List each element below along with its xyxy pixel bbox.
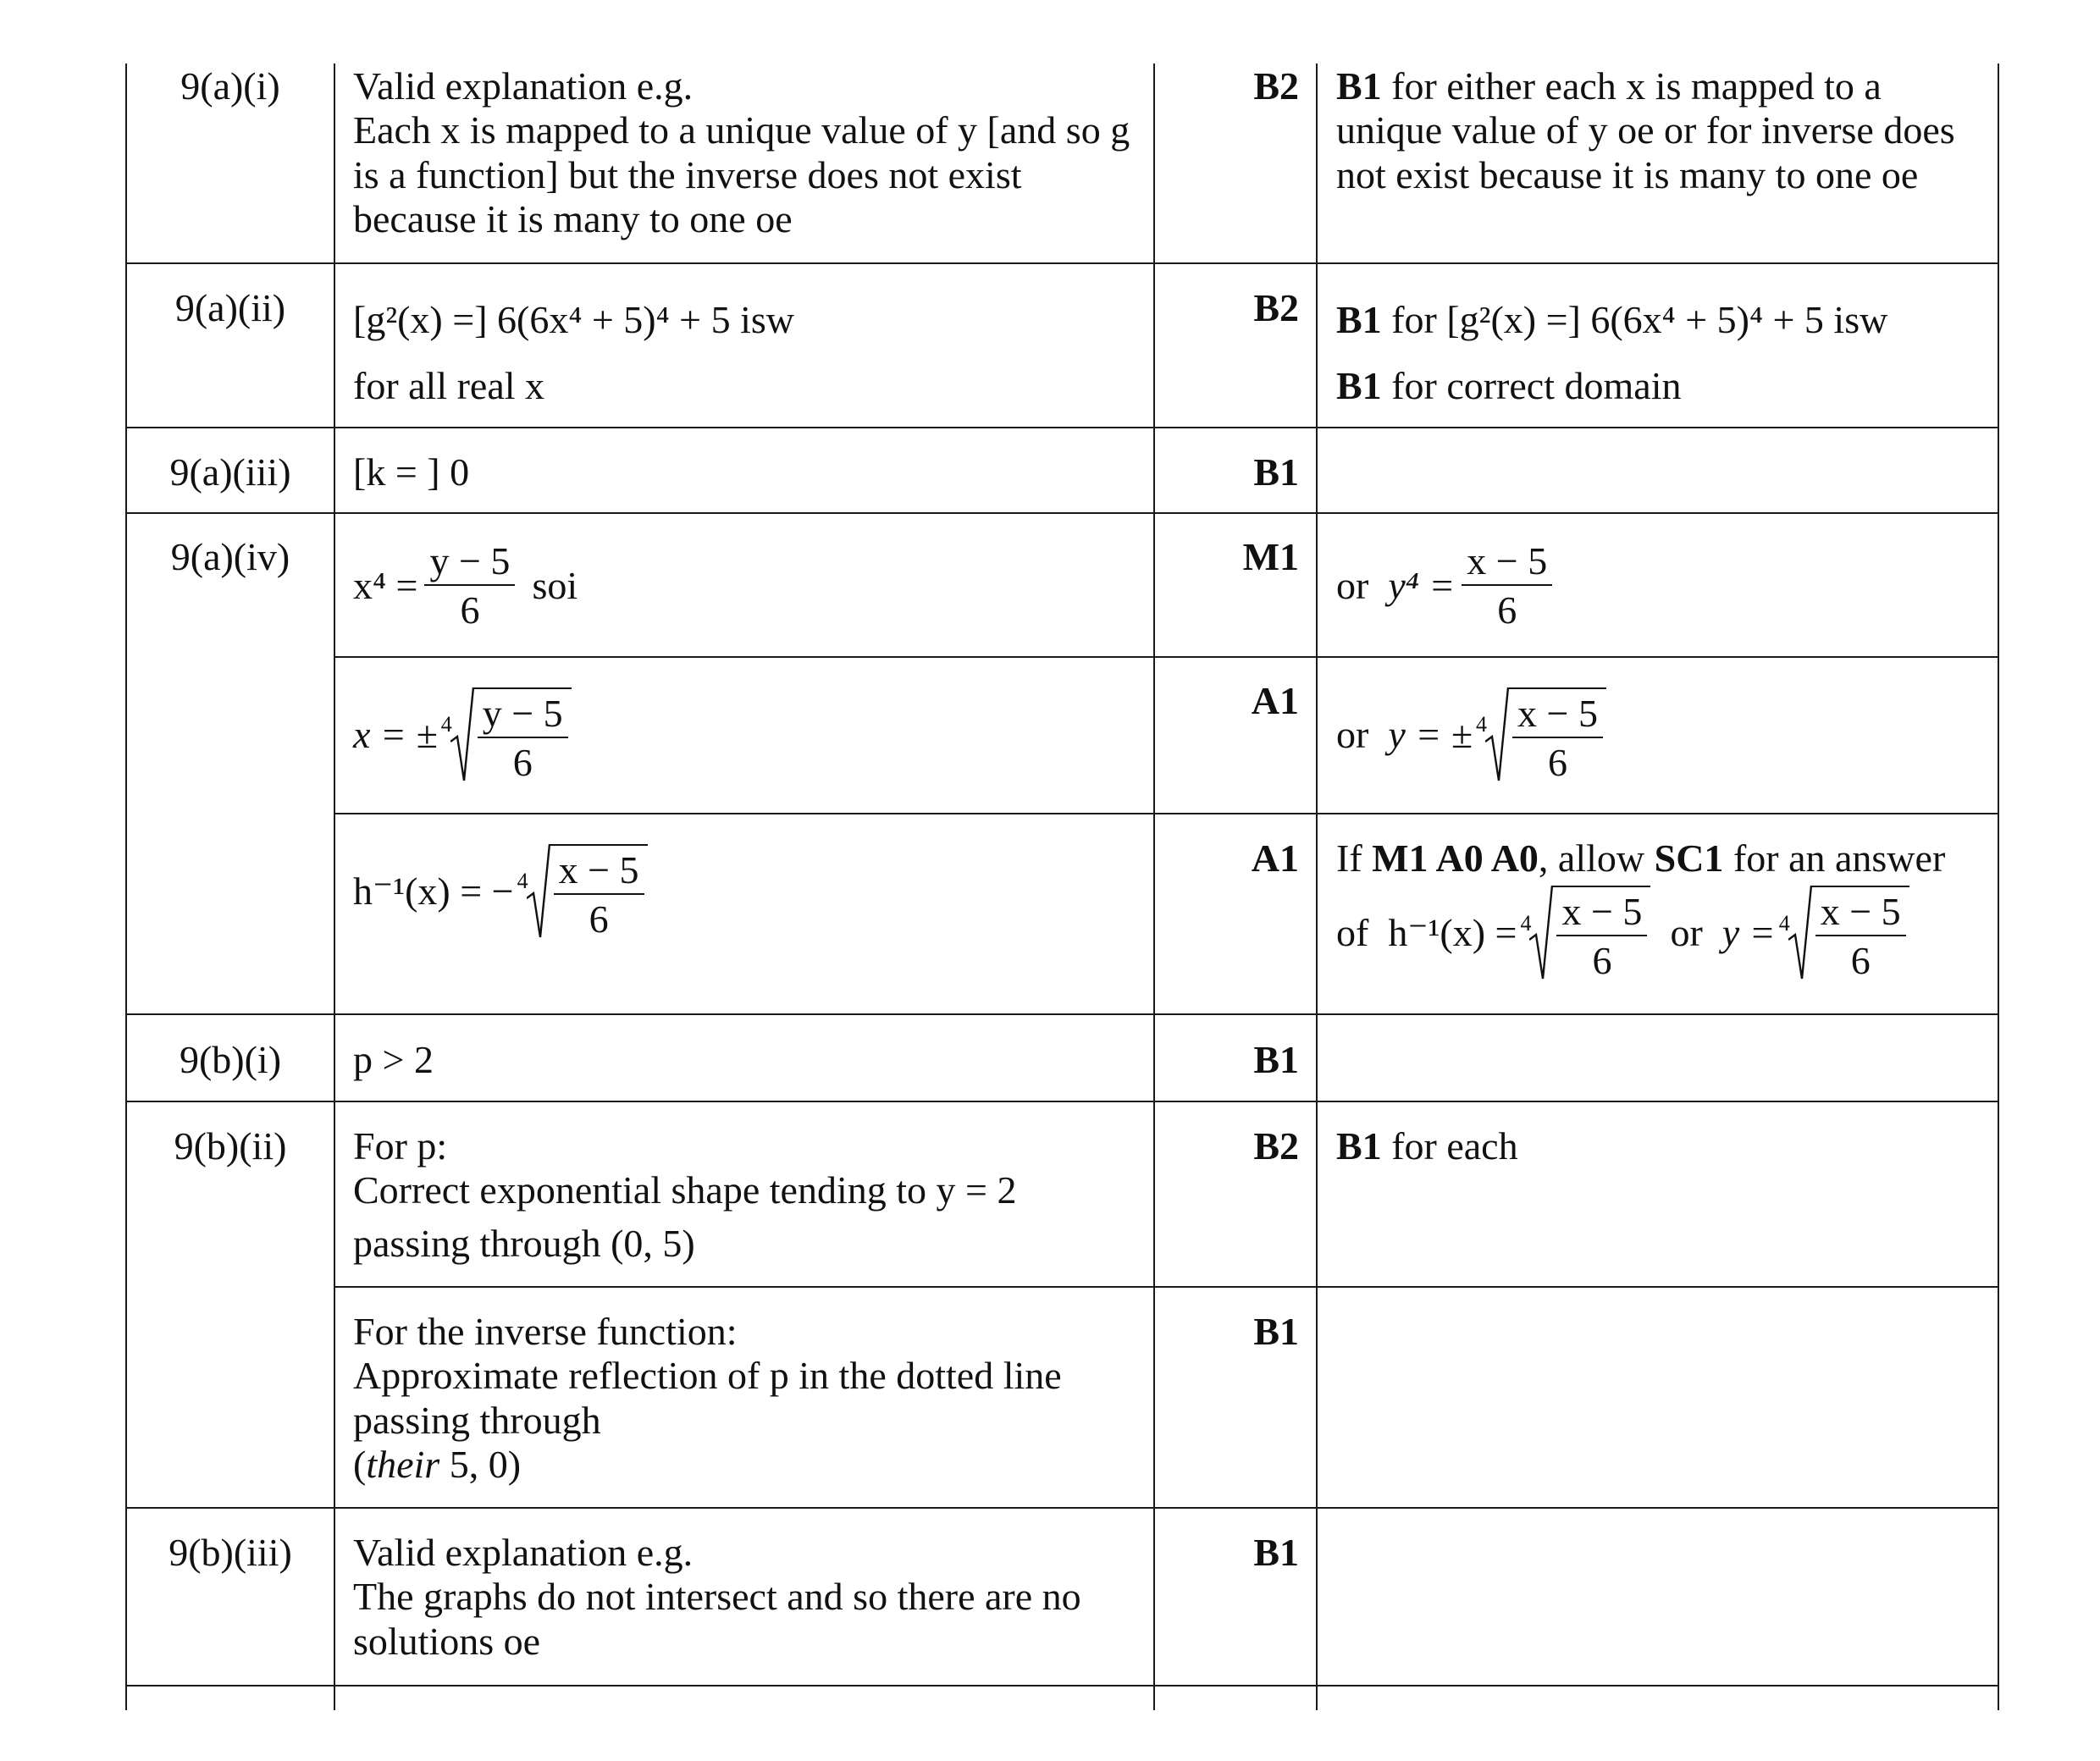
guidance-text: If	[1336, 836, 1373, 880]
root-index: 4	[517, 869, 528, 894]
answer-cell	[353, 539, 1141, 632]
root-index: 4	[1520, 910, 1532, 936]
guidance-text: for	[1381, 298, 1437, 341]
guidance-text: for either each x is mapped to a	[1381, 64, 1882, 108]
fraction-denominator: 6	[589, 897, 609, 941]
answer-cell	[353, 842, 1141, 941]
answer-line: passing through	[353, 1398, 601, 1442]
fourth-root	[1779, 884, 1909, 982]
answer-suffix: soi	[532, 563, 578, 607]
answer-cell	[353, 298, 1141, 409]
row-divider	[125, 512, 1999, 514]
answer-cell: p > 2	[353, 1038, 434, 1081]
mark-value: B2	[1253, 64, 1299, 108]
table-divider-3	[1316, 63, 1318, 1710]
row-divider	[334, 656, 1999, 658]
fraction-numerator: x − 5	[1556, 892, 1647, 936]
guidance-text: or	[1336, 712, 1369, 756]
mark-value: B1	[1253, 1310, 1299, 1353]
answer-line: Valid explanation e.g.	[353, 64, 694, 108]
equation-lhs: x = ±	[353, 712, 438, 756]
row-divider	[125, 1101, 1999, 1102]
fraction-denominator: 6	[1548, 741, 1568, 784]
equation-lhs: y = ±	[1388, 712, 1473, 756]
guidance-equation	[1336, 884, 1909, 982]
answer-cell: [k = ] 0	[353, 450, 470, 494]
question-number: 9(b)(i)	[179, 1038, 282, 1081]
fraction	[1815, 890, 1906, 983]
guidance-mark: B1	[1336, 298, 1382, 341]
answer-cell	[353, 686, 1141, 784]
answer-line: Valid explanation e.g.	[353, 1531, 694, 1574]
table-divider-1	[334, 63, 335, 1710]
fourth-root	[441, 686, 572, 784]
guidance-equation	[1336, 686, 1606, 784]
question-number: 9(a)(iii)	[169, 450, 291, 494]
equation-lhs: y⁴ =	[1388, 563, 1456, 607]
question-number: 9(a)(ii)	[174, 286, 286, 329]
fraction-numerator: x − 5	[554, 851, 644, 895]
question-number: 9(b)(iii)	[169, 1531, 292, 1574]
fourth-root	[1476, 686, 1606, 784]
equation-lhs: h⁻¹(x) = −	[353, 869, 514, 913]
fraction-denominator: 6	[512, 741, 533, 784]
answer-line: The graphs do not intersect and so there are no	[353, 1575, 1081, 1619]
guidance-mark: B1	[1336, 1124, 1382, 1168]
fourth-root	[1520, 884, 1650, 982]
row-divider	[334, 1286, 1999, 1288]
guidance-text: of	[1336, 911, 1369, 955]
answer-line: For the inverse function:	[353, 1310, 738, 1353]
answer-line: Approximate reflection of p in the dotted line	[353, 1354, 1062, 1398]
guidance-cell	[1336, 836, 1997, 982]
row-divider	[125, 1507, 1999, 1509]
answer-line: Correct exponential shape tending to y = 2	[353, 1168, 1017, 1212]
guidance-text: for each	[1381, 1124, 1518, 1168]
guidance-text: for an answer	[1723, 836, 1946, 880]
fraction-numerator: x − 5	[1512, 694, 1603, 738]
mark-value: A1	[1251, 836, 1299, 880]
fraction	[478, 694, 568, 782]
equation-lhs: h⁻¹(x) =	[1388, 911, 1517, 955]
mark-value: A1	[1251, 679, 1299, 722]
answer-text: 5, 0)	[439, 1443, 522, 1487]
table-border-right	[1998, 63, 1999, 1710]
row-divider	[334, 813, 1999, 814]
answer-expression: [g²(x) =] 6(6x⁴ + 5)⁴ + 5 isw	[353, 298, 795, 341]
fraction-denominator: 6	[1850, 939, 1871, 983]
fraction-denominator: 6	[1592, 939, 1612, 983]
row-divider	[125, 1013, 1999, 1015]
fraction	[554, 848, 644, 941]
answer-line: for all real x	[353, 364, 545, 408]
guidance-expression: [g²(x) =] 6(6x⁴ + 5)⁴ + 5 isw	[1446, 298, 1888, 341]
answer-line	[353, 1443, 1141, 1487]
guidance-mark: B1	[1336, 64, 1382, 108]
fraction-denominator: 6	[1497, 588, 1517, 632]
fourth-root	[517, 842, 648, 941]
answer-line: is a function] but the inverse does not exist	[353, 152, 1022, 196]
fraction-numerator: x − 5	[1462, 542, 1552, 586]
answer-cell	[353, 1531, 1141, 1664]
mark-value: B1	[1253, 1531, 1299, 1574]
radical-sign-icon	[527, 842, 550, 941]
mark-value: M1	[1242, 535, 1299, 578]
answer-equation	[353, 539, 578, 632]
fraction	[1462, 539, 1552, 632]
guidance-cell	[1336, 1124, 1997, 1168]
root-index: 4	[1476, 712, 1488, 737]
answer-cell	[353, 1124, 1141, 1266]
question-number: 9(a)(i)	[180, 64, 280, 108]
answer-equation	[353, 686, 572, 784]
root-index: 4	[440, 712, 452, 737]
fraction-numerator: y − 5	[424, 542, 515, 586]
answer-text: their	[366, 1443, 440, 1487]
fraction-denominator: 6	[460, 588, 480, 632]
guidance-text: not exist because it is many to one oe	[1336, 152, 1919, 196]
guidance-cell	[1336, 539, 1997, 632]
root-index: 4	[1778, 910, 1790, 936]
mark-value: B1	[1253, 450, 1299, 494]
fraction	[1556, 890, 1647, 983]
guidance-text: or	[1670, 911, 1703, 955]
answer-line: because it is many to one oe	[353, 197, 793, 241]
radical-sign-icon	[1485, 686, 1509, 784]
equation-lhs: x⁴ =	[353, 563, 418, 607]
row-divider	[125, 262, 1999, 264]
mark-value: B2	[1253, 1124, 1299, 1168]
answer-cell	[353, 64, 1141, 242]
mark-value: B2	[1253, 286, 1299, 329]
answer-cell	[353, 1310, 1141, 1488]
question-number: 9(b)(ii)	[174, 1124, 287, 1168]
fraction	[1512, 694, 1603, 782]
guidance-mark: SC1	[1654, 836, 1724, 880]
mark-value: B1	[1253, 1038, 1299, 1081]
answer-line: For p:	[353, 1124, 448, 1168]
answer-line: passing through (0, 5)	[353, 1221, 695, 1265]
guidance-text: or	[1336, 563, 1369, 607]
answer-line: solutions oe	[353, 1619, 541, 1663]
guidance-text: for correct domain	[1381, 364, 1682, 408]
equation-lhs: y =	[1721, 911, 1776, 955]
guidance-text: unique value of y oe or for inverse does	[1336, 108, 1955, 152]
row-divider	[125, 427, 1999, 428]
answer-equation	[353, 842, 648, 941]
fraction-numerator: x − 5	[1815, 892, 1906, 936]
fraction-numerator: y − 5	[478, 694, 568, 738]
guidance-text: , allow	[1538, 836, 1655, 880]
guidance-mark: M1 A0 A0	[1372, 836, 1539, 880]
question-number: 9(a)(iv)	[170, 535, 290, 578]
guidance-equation	[1336, 539, 1559, 632]
guidance-mark: B1	[1336, 364, 1382, 408]
row-divider	[125, 1685, 1999, 1686]
fraction	[424, 539, 515, 632]
radical-sign-icon	[1788, 884, 1812, 982]
answer-text: (	[353, 1443, 367, 1487]
guidance-cell	[1336, 298, 1997, 409]
answer-line: Each x is mapped to a unique value of y [and so g	[353, 108, 1130, 152]
radical-sign-icon	[1529, 884, 1553, 982]
radical-sign-icon	[450, 686, 474, 784]
guidance-cell	[1336, 64, 1997, 197]
guidance-cell	[1336, 686, 1997, 784]
